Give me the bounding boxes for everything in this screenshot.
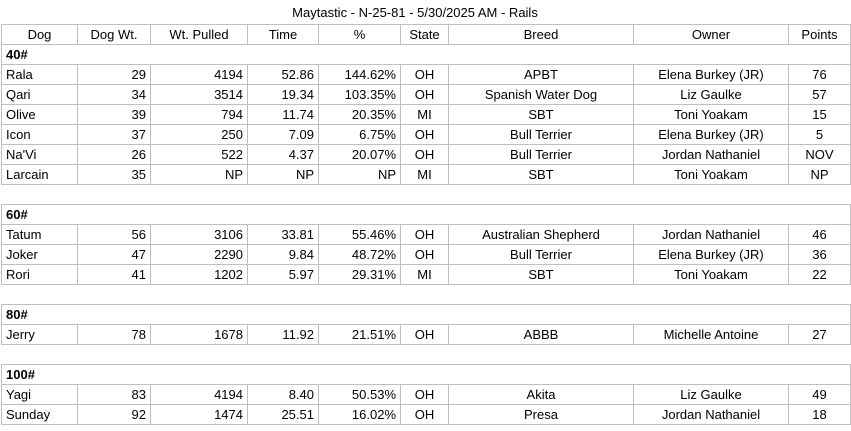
cell-weight-pulled: 522 [151, 145, 248, 165]
table-row [2, 265, 851, 285]
cell-owner: Elena Burkey (JR) [634, 65, 789, 85]
cell-breed: Bull Terrier [449, 145, 634, 165]
cell-owner: Toni Yoakam [634, 105, 789, 125]
cell-percent: 29.31% [319, 265, 401, 285]
cell-breed: SBT [449, 105, 634, 125]
cell-breed: Akita [449, 385, 634, 405]
weight-class-label: 100# [2, 365, 851, 385]
cell-percent: 103.35% [319, 85, 401, 105]
cell-breed: APBT [449, 65, 634, 85]
cell-dog-weight: 39 [78, 105, 151, 125]
cell-points: 22 [789, 265, 851, 285]
cell-points: 27 [789, 325, 851, 345]
cell-dog-weight: 83 [78, 385, 151, 405]
cell-time: 25.51 [248, 405, 319, 425]
cell-owner: Jordan Nathaniel [634, 405, 789, 425]
cell-weight-pulled: 3514 [151, 85, 248, 105]
cell-state: OH [401, 405, 449, 425]
weight-class-label: 60# [2, 205, 851, 225]
spacer-cell [2, 185, 851, 205]
header-weight-pulled: Wt. Pulled [151, 25, 248, 45]
table-row [2, 385, 851, 405]
cell-dog-weight: 34 [78, 85, 151, 105]
cell-state: OH [401, 85, 449, 105]
results-table-body [2, 25, 851, 425]
cell-weight-pulled: NP [151, 165, 248, 185]
header-dog: Dog [2, 25, 78, 45]
cell-dog: Yagi [2, 385, 78, 405]
cell-percent: 144.62% [319, 65, 401, 85]
table-row [2, 225, 851, 245]
cell-owner: Toni Yoakam [634, 265, 789, 285]
cell-points: 57 [789, 85, 851, 105]
cell-percent: 20.07% [319, 145, 401, 165]
weight-class-label: 40# [2, 45, 851, 65]
cell-state: MI [401, 265, 449, 285]
cell-points: 46 [789, 225, 851, 245]
cell-state: OH [401, 65, 449, 85]
sheet-title: Maytastic - N-25-81 - 5/30/2025 AM - Rails [292, 5, 538, 20]
cell-state: OH [401, 145, 449, 165]
results-table [1, 24, 851, 425]
cell-weight-pulled: 1474 [151, 405, 248, 425]
cell-dog-weight: 56 [78, 225, 151, 245]
header-breed: Breed [449, 25, 634, 45]
cell-breed: Presa [449, 405, 634, 425]
cell-time: 5.97 [248, 265, 319, 285]
cell-dog-weight: 26 [78, 145, 151, 165]
cell-breed: Australian Shepherd [449, 225, 634, 245]
cell-points: NOV [789, 145, 851, 165]
table-row [2, 325, 851, 345]
table-row [2, 165, 851, 185]
cell-state: MI [401, 105, 449, 125]
cell-owner: Elena Burkey (JR) [634, 245, 789, 265]
cell-points: NP [789, 165, 851, 185]
cell-time: 11.74 [248, 105, 319, 125]
cell-dog: Icon [2, 125, 78, 145]
cell-dog-weight: 37 [78, 125, 151, 145]
cell-dog-weight: 92 [78, 405, 151, 425]
cell-percent: 21.51% [319, 325, 401, 345]
header-dog-weight: Dog Wt. [78, 25, 151, 45]
cell-dog: Larcain [2, 165, 78, 185]
cell-state: OH [401, 385, 449, 405]
cell-dog: Qari [2, 85, 78, 105]
cell-time: 9.84 [248, 245, 319, 265]
cell-dog: Jerry [2, 325, 78, 345]
cell-breed: Spanish Water Dog [449, 85, 634, 105]
cell-owner: Liz Gaulke [634, 385, 789, 405]
weight-class-row [2, 365, 851, 385]
cell-points: 49 [789, 385, 851, 405]
weight-class-row [2, 45, 851, 65]
header-owner: Owner [634, 25, 789, 45]
cell-dog: Tatum [2, 225, 78, 245]
header-percent: % [319, 25, 401, 45]
cell-points: 76 [789, 65, 851, 85]
cell-state: MI [401, 165, 449, 185]
cell-dog: Rori [2, 265, 78, 285]
spacer-row [2, 345, 851, 365]
cell-breed: SBT [449, 165, 634, 185]
cell-time: 19.34 [248, 85, 319, 105]
cell-time: 8.40 [248, 385, 319, 405]
table-row [2, 65, 851, 85]
cell-state: OH [401, 245, 449, 265]
header-row [2, 25, 851, 45]
cell-dog: Rala [2, 65, 78, 85]
header-time: Time [248, 25, 319, 45]
cell-percent: 16.02% [319, 405, 401, 425]
cell-dog-weight: 78 [78, 325, 151, 345]
spacer-row [2, 185, 851, 205]
cell-weight-pulled: 4194 [151, 65, 248, 85]
cell-owner: Toni Yoakam [634, 165, 789, 185]
cell-dog: Na'Vi [2, 145, 78, 165]
cell-points: 18 [789, 405, 851, 425]
cell-weight-pulled: 1202 [151, 265, 248, 285]
weight-class-row [2, 305, 851, 325]
cell-percent: 48.72% [319, 245, 401, 265]
table-row [2, 125, 851, 145]
spacer-row [2, 285, 851, 305]
table-row [2, 105, 851, 125]
cell-dog-weight: 29 [78, 65, 151, 85]
header-points: Points [789, 25, 851, 45]
cell-dog-weight: 35 [78, 165, 151, 185]
table-row [2, 85, 851, 105]
cell-time: 11.92 [248, 325, 319, 345]
weight-class-label: 80# [2, 305, 851, 325]
cell-owner: Liz Gaulke [634, 85, 789, 105]
cell-time: NP [248, 165, 319, 185]
cell-time: 4.37 [248, 145, 319, 165]
cell-breed: SBT [449, 265, 634, 285]
cell-time: 33.81 [248, 225, 319, 245]
cell-owner: Elena Burkey (JR) [634, 125, 789, 145]
cell-weight-pulled: 2290 [151, 245, 248, 265]
cell-percent: 20.35% [319, 105, 401, 125]
cell-dog: Joker [2, 245, 78, 265]
cell-owner: Michelle Antoine [634, 325, 789, 345]
cell-state: OH [401, 325, 449, 345]
spacer-cell [2, 285, 851, 305]
cell-breed: Bull Terrier [449, 245, 634, 265]
cell-dog-weight: 41 [78, 265, 151, 285]
cell-dog-weight: 47 [78, 245, 151, 265]
cell-points: 15 [789, 105, 851, 125]
table-row [2, 405, 851, 425]
cell-percent: NP [319, 165, 401, 185]
cell-weight-pulled: 4194 [151, 385, 248, 405]
cell-breed: ABBB [449, 325, 634, 345]
cell-dog: Sunday [2, 405, 78, 425]
table-row [2, 145, 851, 165]
cell-owner: Jordan Nathaniel [634, 145, 789, 165]
cell-dog: Olive [2, 105, 78, 125]
table-row [2, 245, 851, 265]
cell-time: 52.86 [248, 65, 319, 85]
cell-weight-pulled: 3106 [151, 225, 248, 245]
cell-percent: 55.46% [319, 225, 401, 245]
cell-state: OH [401, 125, 449, 145]
header-state: State [401, 25, 449, 45]
cell-points: 5 [789, 125, 851, 145]
weight-class-row [2, 205, 851, 225]
cell-percent: 50.53% [319, 385, 401, 405]
spacer-cell [2, 345, 851, 365]
cell-weight-pulled: 1678 [151, 325, 248, 345]
cell-weight-pulled: 250 [151, 125, 248, 145]
cell-owner: Jordan Nathaniel [634, 225, 789, 245]
cell-percent: 6.75% [319, 125, 401, 145]
cell-state: OH [401, 225, 449, 245]
cell-breed: Bull Terrier [449, 125, 634, 145]
cell-points: 36 [789, 245, 851, 265]
cell-weight-pulled: 794 [151, 105, 248, 125]
cell-time: 7.09 [248, 125, 319, 145]
